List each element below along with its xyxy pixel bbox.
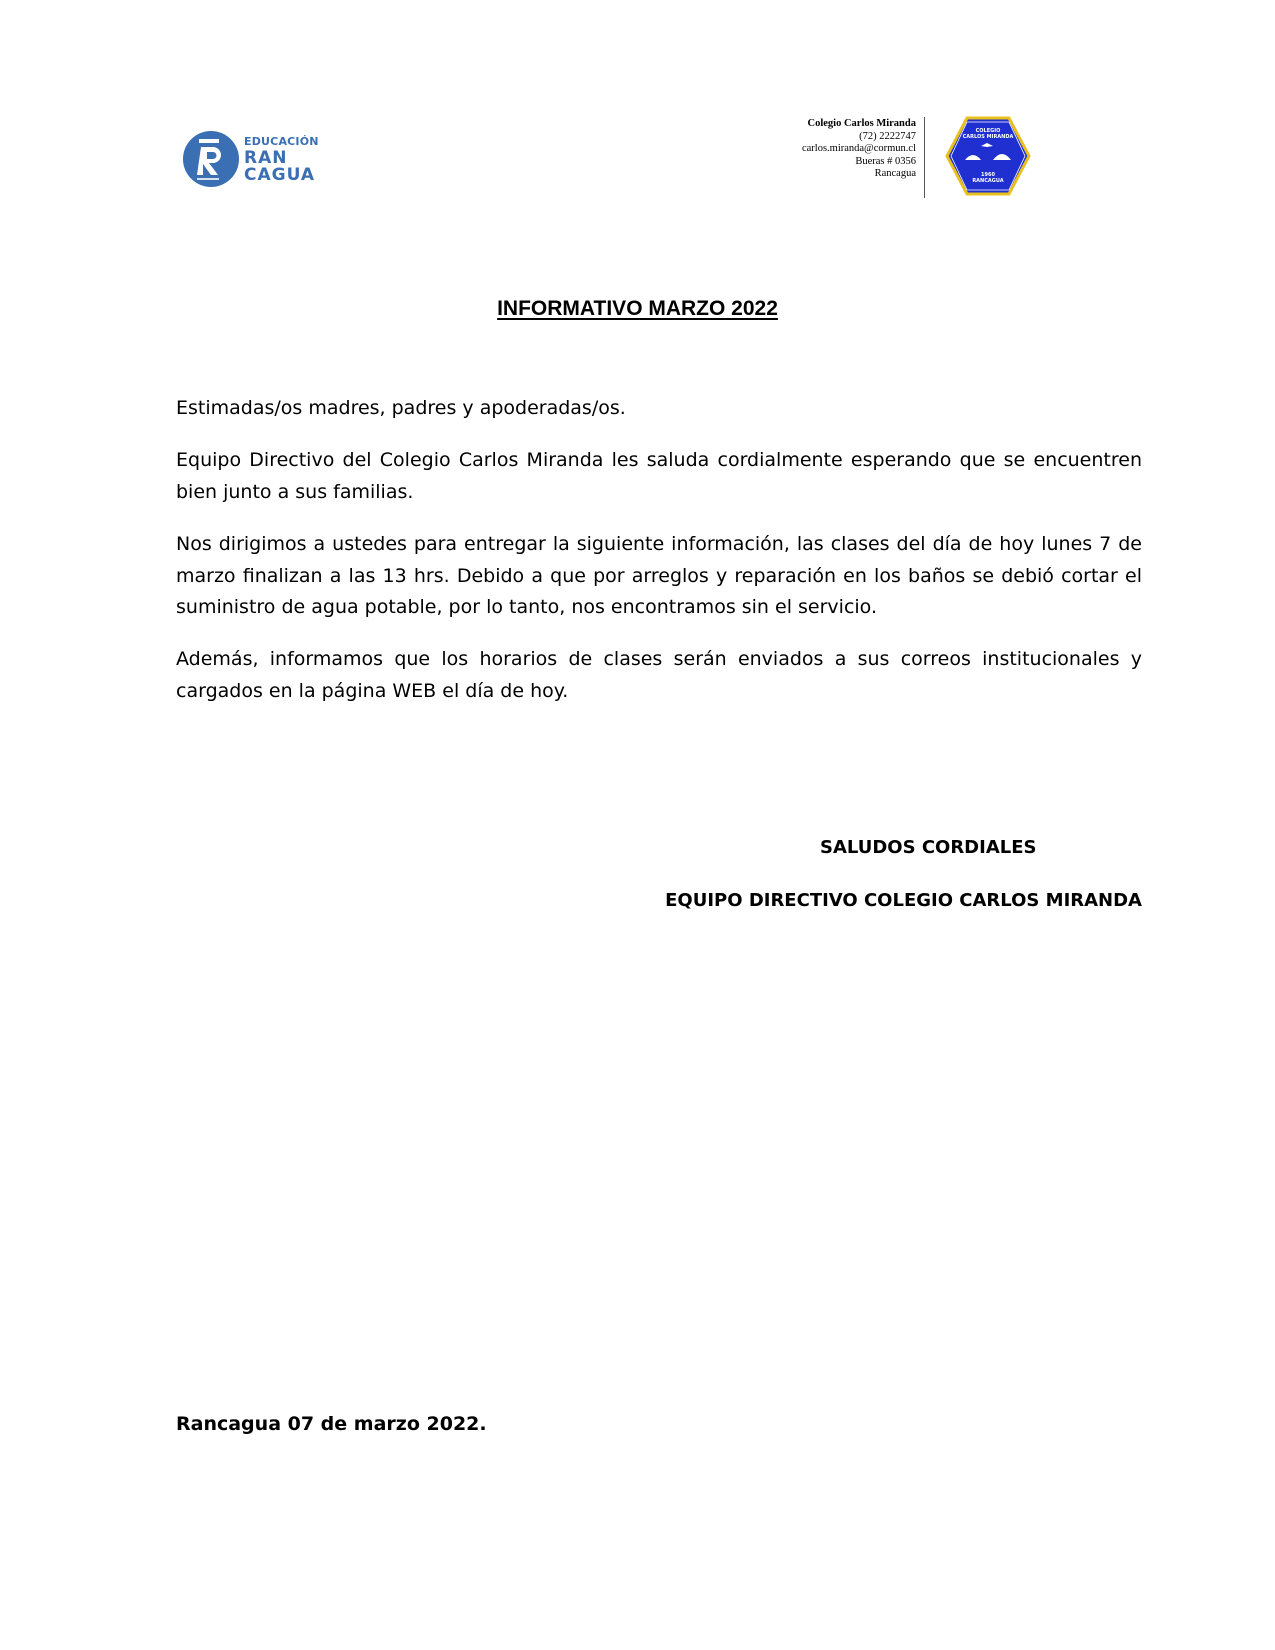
salutation: SALUDOS CORDIALES: [820, 837, 1037, 858]
school-name: Colegio Carlos Miranda: [807, 118, 916, 129]
intro-paragraph: Equipo Directivo del Colegio Carlos Miranda les saluda cordialmente esperando que se encuentren bien junto a sus familias.: [176, 449, 1142, 503]
date-line: Rancagua 07 de marzo 2022.: [176, 1413, 487, 1435]
crest-bottom-line1: 1960: [981, 172, 995, 178]
crest-top-text: [945, 128, 1031, 140]
notice-paragraph: Nos dirigimos a ustedes para entregar la siguiente información, las clases del día de hoy lunes 7 de marzo finalizan a las 13 hrs. Debido a que por arreglos y reparación en los baños se debió cortar el suministro de agua potable, por lo tanto, nos encontramos sin el servicio.: [176, 533, 1142, 618]
crest-bottom-text: [945, 172, 1031, 184]
header-divider: [924, 117, 925, 198]
crest-top-line2: CARLOS MIRANDA: [962, 134, 1014, 140]
educacion-rancagua-logo: [182, 130, 322, 194]
logo-line-cagua: CAGUA: [244, 165, 316, 185]
signature: EQUIPO DIRECTIVO COLEGIO CARLOS MIRANDA: [665, 890, 1142, 911]
school-city: Rancagua: [874, 168, 916, 180]
logo-wordmark: [244, 136, 319, 184]
rancagua-r-icon: [182, 130, 240, 188]
crest-top-line1: COLEGIO: [975, 128, 1001, 134]
greeting-paragraph: Estimadas/os madres, padres y apoderadas/os.: [176, 397, 626, 419]
logo-line-ran: RAN: [244, 148, 288, 168]
school-contact-block: [740, 118, 916, 181]
school-email: carlos.miranda@cormun.cl: [801, 143, 916, 155]
school-crest-logo: [945, 116, 1031, 196]
document-title: INFORMATIVO MARZO 2022: [497, 297, 778, 320]
school-address: Bueras # 0356: [855, 155, 916, 167]
crest-bottom-line2: RANCAGUA: [972, 178, 1004, 184]
school-phone: (72) 2222747: [859, 130, 916, 142]
schedule-paragraph: Además, informamos que los horarios de clases serán enviados a sus correos institucionales y cargados en la página WEB el día de hoy.: [176, 648, 1142, 702]
logo-line-educacion: EDUCACIÓN: [244, 135, 319, 148]
